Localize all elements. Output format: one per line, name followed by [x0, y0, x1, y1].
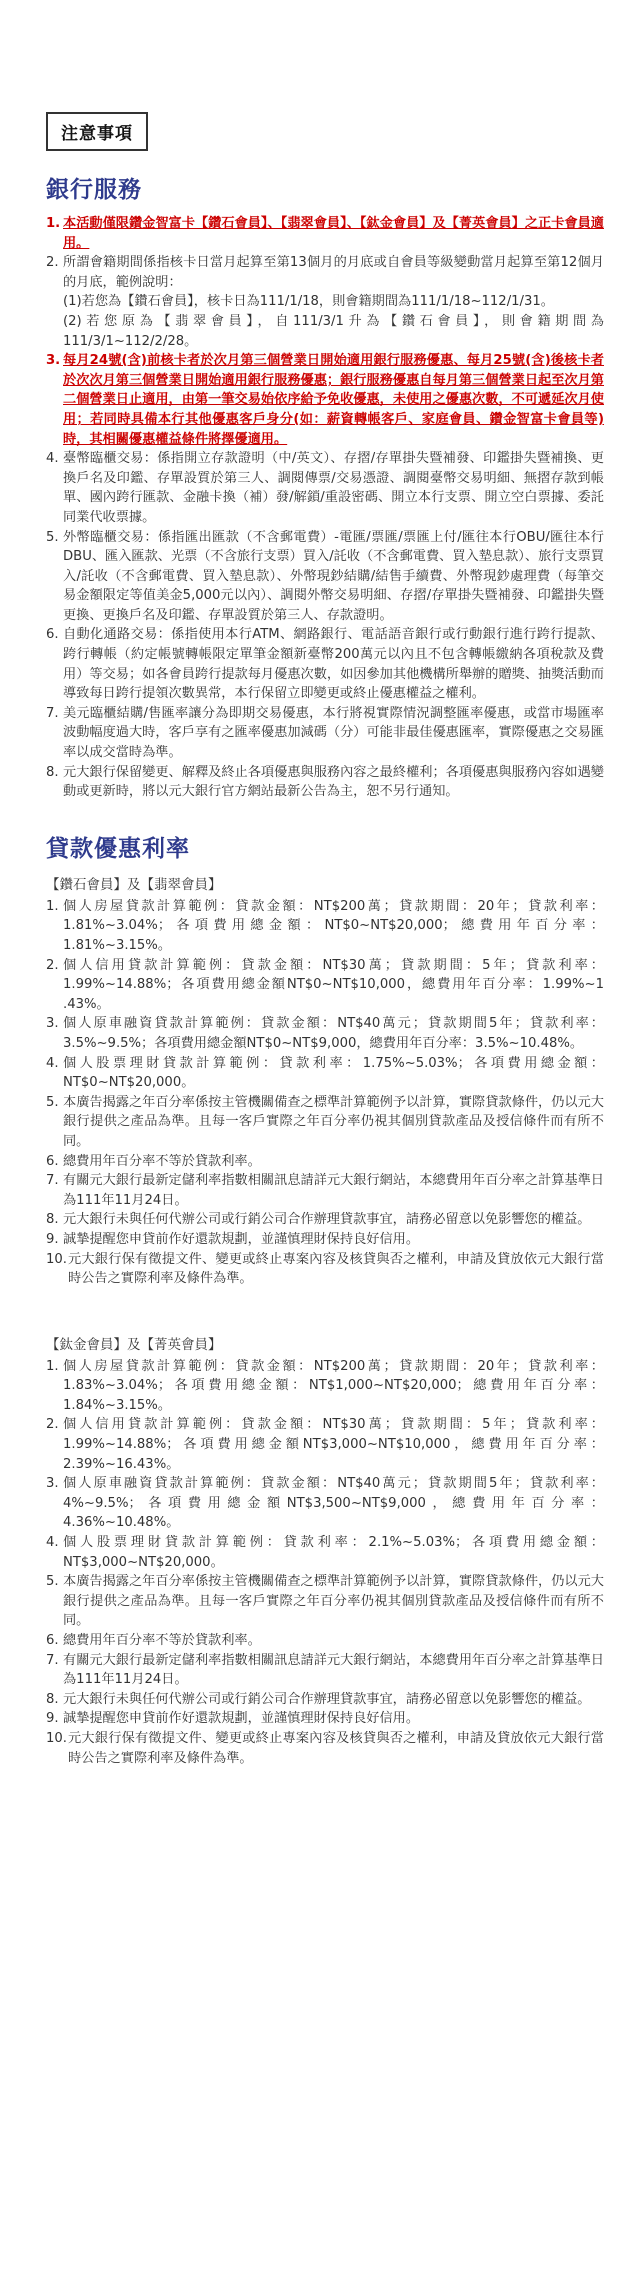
- item-text: 元大銀行保有徵提文件、變更或終止專案內容及核貸與否之權利，申請及貸放依元大銀行當時公告之實際利率及條件為準。: [68, 1730, 604, 1766]
- bank-service-title: 銀行服務: [46, 177, 142, 203]
- item-text: 個人股票理財貸款計算範例：貸款利率：1.75%~5.03%；各項費用總金額：NT$0~NT$20,000。: [63, 1055, 604, 1091]
- item-text: 誠摯提醒您申貸前作好還款規劃，並謹慎理財保持良好信用。: [63, 1231, 420, 1247]
- item-text: 本活動僅限鑽金智富卡【鑽石會員】、【翡翠會員】、【鈦金會員】及【菁英會員】之正卡會員適用。: [63, 216, 604, 251]
- item-text: 美元臨櫃結購/售匯率讓分為即期交易優惠，本行將視實際情況調整匯率優惠，或當市場匯率波動幅度過大時，客戶享有之匯率優惠加減碼（分）可能非最佳優惠匯率，實際優惠之交易匯率以成交當時為準。: [63, 705, 604, 761]
- item-number: 8.: [46, 1212, 59, 1228]
- item-number: 6.: [46, 1633, 59, 1648]
- loan-item: [46, 1631, 604, 1651]
- item-number: 10.: [46, 1251, 67, 1267]
- loan-item: [46, 1357, 604, 1416]
- bank-service-item: [46, 528, 604, 626]
- item-number: 1.: [46, 898, 59, 914]
- item-text: 個人房屋貸款計算範例：貸款金額：NT$200萬；貸款期間：20年；貸款利率：1.81%~3.04%；各項費用總金額：NT$0~NT$20,000；總費用年百分率：1.81%~3.15%。: [63, 898, 604, 953]
- bank-service-item: [46, 704, 604, 763]
- item-number: 2.: [46, 1417, 59, 1433]
- item-text: 總費用年百分率不等於貸款利率。: [63, 1153, 261, 1169]
- item-text: 元大銀行保有徵提文件、變更或終止專案內容及核貸與否之權利，申請及貸放依元大銀行當時公告之實際利率及條件為準。: [68, 1251, 604, 1287]
- loan-item: [46, 1093, 604, 1152]
- item-number: 5.: [46, 1574, 59, 1590]
- item-example: (1)若您為【鑽石會員】，核卡日為111/1/18，則會籍期間為111/1/18~112/1/31。: [63, 294, 554, 310]
- loan-item: [46, 1533, 604, 1572]
- item-number: 3.: [46, 353, 61, 369]
- item-number: 2.: [46, 255, 59, 271]
- item-number: 10.: [46, 1730, 67, 1746]
- item-text: 每月24號(含)前核卡者於次月第三個營業日開始適用銀行服務優惠、每月25號(含)後核卡者於次次月第三個營業日開始適用銀行服務優惠；銀行服務優惠自每月第三個營業日起至次月第二個營業日止適用，由第一筆交易始依序給予免收優惠，未使用之優惠次數，不可遞延次月使用；若同時具備本行其他優惠客戶身分(如：薪資轉帳客戶、家庭會員、鑽金智富卡會員等)時，其相關優惠權益條件將擇優適用。: [63, 353, 604, 447]
- bank-service-list: [46, 214, 604, 802]
- item-text: 本廣告揭露之年百分率係按主管機關備查之標準計算範例予以計算，實際貸款條件，仍以元大銀行提供之產品為準。且每一客戶實際之年百分率仍視其個別貸款產品及授信條件而有所不同。: [63, 1574, 604, 1629]
- item-text: 元大銀行保留變更、解釋及終止各項優惠與服務內容之最終權利；各項優惠與服務內容如遇變動或更新時，將以元大銀行官方網站最新公告為主，恕不另行通知。: [63, 764, 604, 800]
- notice-title: 注意事項: [46, 112, 148, 151]
- item-number: 5.: [46, 1094, 59, 1110]
- loan-item: [46, 1729, 604, 1768]
- loan-group-label: 【鈦金會員】及【菁英會員】: [46, 1336, 222, 1353]
- item-text: 誠摯提醒您申貸前作好還款規劃，並謹慎理財保持良好信用。: [63, 1711, 420, 1727]
- item-number: 4.: [46, 451, 59, 467]
- loan-item: [46, 1230, 604, 1250]
- loan-item: [46, 956, 604, 1015]
- loan-item: [46, 1415, 604, 1474]
- bank-service-item: [46, 214, 604, 253]
- item-number: 7.: [46, 1652, 59, 1668]
- item-text: 個人股票理財貸款計算範例：貸款利率：2.1%~5.03%；各項費用總金額：NT$3,000~NT$20,000。: [63, 1535, 604, 1570]
- item-text: 有關元大銀行最新定儲利率指數相關訊息請詳元大銀行網站，本總費用年百分率之計算基準日為111年11月24日。: [63, 1173, 604, 1208]
- item-number: 7.: [46, 705, 59, 721]
- loan-item: [46, 1572, 604, 1631]
- item-number: 8.: [46, 1691, 59, 1707]
- bank-service-item: [46, 351, 604, 449]
- item-text: 有關元大銀行最新定儲利率指數相關訊息請詳元大銀行網站，本總費用年百分率之計算基準日為111年11月24日。: [63, 1652, 604, 1688]
- loan-rate-title: 貸款優惠利率: [46, 835, 190, 862]
- loan-item: [46, 1152, 604, 1172]
- loan-item: [46, 1474, 604, 1533]
- loan-item: [46, 1210, 604, 1230]
- loan-item: [46, 1171, 604, 1210]
- item-number: 6.: [46, 627, 59, 643]
- item-text: 個人原車融資貸款計算範例：貸款金額：NT$40萬元；貸款期間5年；貸款利率：3.5%~9.5%；各項費用總金額NT$0~NT$9,000，總費用年百分率：3.5%~10.48%。: [63, 1016, 604, 1051]
- loan-item: [46, 1709, 604, 1729]
- item-number: 2.: [46, 957, 59, 973]
- item-text: 個人原車融資貸款計算範例：貸款金額：NT$40萬元；貸款期間5年；貸款利率：4%~9.5%；各項費用總金額NT$3,500~NT$9,000，總費用年百分率：4.36%~10.48%。: [63, 1476, 604, 1531]
- item-number: 9.: [46, 1231, 59, 1247]
- item-number: 3.: [46, 1476, 59, 1492]
- item-text: 所謂會籍期間係指核卡日當月起算至第13個月的月底或自會員等級變動當月起算至第12個月的月底，範例說明：: [63, 255, 604, 290]
- loan-list-titanium-elite: [46, 1357, 604, 1768]
- loan-item: [46, 1014, 604, 1053]
- bank-service-item: [46, 253, 604, 351]
- item-number: 3.: [46, 1016, 59, 1032]
- item-text: 個人信用貸款計算範例：貸款金額：NT$30萬；貸款期間：5年；貸款利率：1.99%~14.88%；各項費用總金額NT$3,000~NT$10,000，總費用年百分率：2.39%~16.43%。: [63, 1417, 604, 1472]
- bank-service-item: [46, 763, 604, 802]
- item-text: 外幣臨櫃交易：係指匯出匯款（不含郵電費）-電匯/票匯/票匯上付/匯往本行OBU/匯往本行DBU、匯入匯款、光票（不含旅行支票）買入/託收（不含郵電費、買入墊息款）、旅行支票買入/託收（不含郵電費、買入墊息款）、外幣現鈔結購/結售手續費、外幣現鈔處理費（每筆交易金額限定等值美金5,000元以內）、調閱外幣交易明細、存摺/存單掛失暨補發、印鑑掛失暨更換、更換戶名及印鑑、存單設質於第三人、存款證明。: [63, 529, 605, 623]
- loan-item: [46, 897, 604, 956]
- item-number: 5.: [46, 529, 59, 545]
- item-example: (2)若您原為【翡翠會員】，自111/3/1升為【鑽石會員】，則會籍期間為111/3/1~112/2/28。: [63, 313, 604, 349]
- item-number: 7.: [46, 1173, 59, 1189]
- loan-item: [46, 1690, 604, 1710]
- bank-service-item: [46, 449, 604, 527]
- loan-item: [46, 1054, 604, 1093]
- item-number: 4.: [46, 1055, 59, 1071]
- item-text: 臺幣臨櫃交易：係指開立存款證明（中/英文）、存摺/存單掛失暨補發、印鑑掛失暨補換、更換戶名及印鑑、存單設質於第三人、調閱傳票/交易憑證、調閱臺幣交易明細、無摺存款到帳單、國內跨行匯款、金融卡換（補）發/解鎖/重設密碼、開立本行支票、開立空白票據、委託同業代收票據。: [63, 451, 604, 525]
- loan-item: [46, 1651, 604, 1690]
- item-text: 本廣告揭露之年百分率係按主管機關備查之標準計算範例予以計算，實際貸款條件，仍以元大銀行提供之產品為準。且每一客戶實際之年百分率仍視其個別貸款產品及授信條件而有所不同。: [63, 1094, 604, 1149]
- item-text: 元大銀行未與任何代辦公司或行銷公司合作辦理貸款事宜，請務必留意以免影響您的權益。: [63, 1691, 591, 1707]
- item-number: 9.: [46, 1711, 59, 1727]
- item-text: 元大銀行未與任何代辦公司或行銷公司合作辦理貸款事宜，請務必留意以免影響您的權益。: [63, 1212, 591, 1228]
- item-number: 4.: [46, 1535, 59, 1551]
- bank-service-item: [46, 625, 604, 703]
- loan-list-diamond-emerald: [46, 897, 604, 1289]
- item-text: 總費用年百分率不等於貸款利率。: [63, 1633, 261, 1648]
- item-number: 1.: [46, 1358, 59, 1374]
- loan-group-label: 【鑽石會員】及【翡翠會員】: [46, 876, 222, 893]
- loan-item: [46, 1250, 604, 1289]
- item-number: 8.: [46, 764, 59, 780]
- item-text: 個人信用貸款計算範例：貸款金額：NT$30萬；貸款期間：5年；貸款利率：1.99%~14.88%；各項費用總金額NT$0~NT$10,000，總費用年百分率：1.99%~1 .43%。: [63, 957, 604, 1012]
- item-text: 個人房屋貸款計算範例：貸款金額：NT$200萬；貸款期間：20年；貸款利率：1.83%~3.04%；各項費用總金額：NT$1,000~NT$20,000；總費用年百分率：1.84%~3.15%。: [63, 1358, 604, 1413]
- item-number: 6.: [46, 1153, 59, 1169]
- item-text: 自動化通路交易：係指使用本行ATM、網路銀行、電話語音銀行或行動銀行進行跨行提款、跨行轉帳（約定帳號轉帳限定單筆金額新臺幣200萬元以內且不包含轉帳繳納各項稅款及費用）等交易；如各會員跨行提款每月優惠次數，如因參加其他機構所舉辦的贈獎、抽獎活動而導致每日跨行提領次數異常，本行保留立即變更或終止優惠權益之權利。: [63, 627, 604, 702]
- item-number: 1.: [46, 216, 61, 231]
